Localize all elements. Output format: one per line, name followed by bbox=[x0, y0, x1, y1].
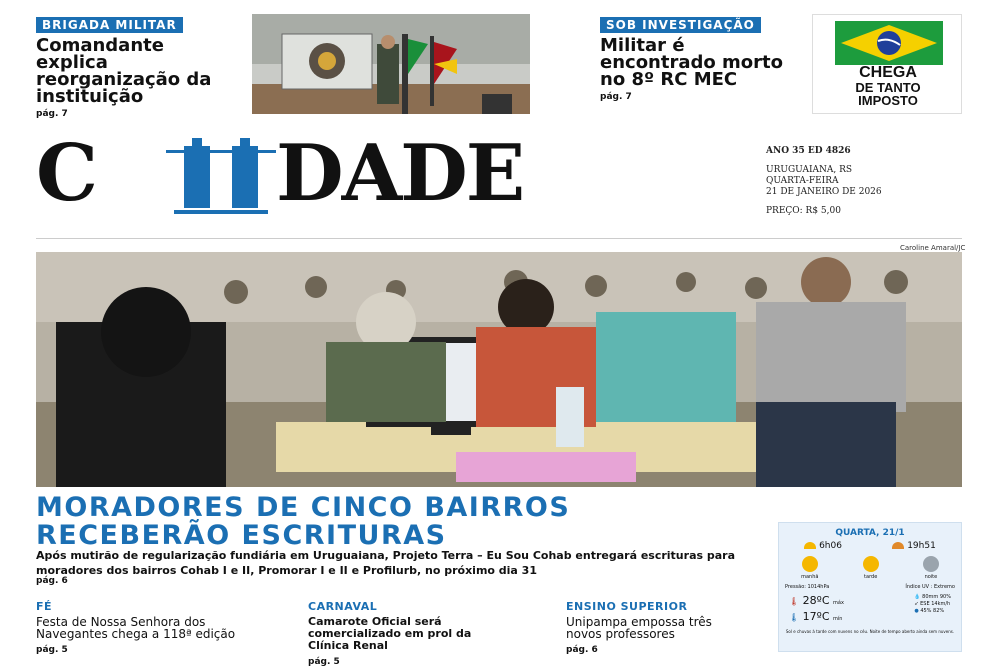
weather-widget[interactable] bbox=[778, 522, 962, 652]
masthead-logo[interactable] bbox=[36, 128, 746, 219]
sun-icon bbox=[802, 556, 818, 572]
weekday-info: QUARTA-FEIRA bbox=[766, 176, 839, 186]
rain-row bbox=[914, 594, 951, 601]
bottom-story-text: Festa de Nossa Senhora dos Navegantes chega a 118ª edição bbox=[36, 615, 236, 641]
forecast-afternoon bbox=[863, 556, 879, 580]
max-label: máx bbox=[833, 600, 844, 606]
teaser-left-title[interactable]: Comandante explica reorganização da instituição bbox=[36, 35, 212, 107]
forecast-night bbox=[923, 556, 939, 580]
date-info: 21 DE JANEIRO DE 2026 bbox=[766, 187, 882, 197]
teaser-left-tag: BRIGADA MILITAR bbox=[36, 17, 183, 33]
min-temp: 17ºC bbox=[802, 610, 830, 623]
bottom-story-carnaval[interactable] bbox=[308, 600, 483, 667]
bottom-story-section: CARNAVAL bbox=[308, 600, 378, 613]
wind-speed: 14km/h bbox=[931, 601, 951, 607]
weather-day: QUARTA, 21/1 bbox=[835, 528, 905, 538]
rain-drop-icon: 💧 bbox=[914, 594, 921, 600]
sunset-time: 19h51 bbox=[907, 541, 936, 551]
sun-icon bbox=[863, 556, 879, 572]
thermometer-hot-icon: 🌡 bbox=[789, 597, 800, 606]
pressure-label: Pressão: 1014hPa bbox=[785, 584, 830, 590]
rain-pct: 90% bbox=[939, 594, 951, 600]
moon-icon bbox=[923, 556, 939, 572]
main-page: pág. 6 bbox=[36, 576, 68, 586]
humidity-min: 82% bbox=[933, 608, 945, 614]
weather-footer: Sol e chuvas à tarde com nuvens no céu. Noite de tempo aberto ainda sem nuvens. bbox=[785, 629, 955, 634]
bottom-story-page: pág. 5 bbox=[36, 645, 68, 655]
logo-letters-dade: DADE bbox=[276, 128, 524, 219]
teaser-left-page: pág. 7 bbox=[36, 109, 68, 119]
logo-letter-c: C bbox=[36, 128, 97, 219]
edition-info: ANO 35 ED 4826 bbox=[766, 146, 851, 156]
humidity-max: 45% bbox=[920, 608, 932, 614]
sunrise-item bbox=[804, 541, 842, 551]
forecast-morning bbox=[801, 556, 818, 580]
bottom-story-page: pág. 5 bbox=[308, 657, 340, 667]
logo-bridge-i-icon bbox=[166, 138, 276, 216]
main-photo-credit: Caroline Amaral/JC bbox=[900, 244, 966, 252]
commander-photo-illustration bbox=[252, 14, 530, 114]
masthead-info bbox=[766, 146, 966, 217]
price-info: PREÇO: R$ 5,00 bbox=[766, 206, 841, 216]
sunset-icon bbox=[892, 542, 904, 549]
headline-line2: RECEBERÃO ESCRITURAS bbox=[36, 520, 447, 551]
promo-line1: CHEGA bbox=[859, 64, 917, 81]
masthead-divider bbox=[36, 238, 962, 239]
sunrise-time: 6h06 bbox=[819, 541, 842, 551]
humidity-row bbox=[914, 608, 951, 615]
bottom-story-page: pág. 6 bbox=[566, 645, 598, 655]
city-info: URUGUAIANA, RS bbox=[766, 165, 853, 175]
teaser-right[interactable] bbox=[600, 14, 800, 102]
humidity-icon: ● bbox=[914, 608, 919, 614]
teaser-left-photo[interactable] bbox=[252, 14, 530, 114]
sunset-item bbox=[892, 541, 935, 551]
max-temp-row bbox=[789, 594, 844, 610]
rain-amount: 80mm bbox=[922, 594, 939, 600]
bottom-story-section: ENSINO SUPERIOR bbox=[566, 600, 688, 613]
main-headline[interactable] bbox=[36, 494, 776, 550]
thermometer-cold-icon: 🌡 bbox=[789, 613, 800, 622]
main-photo[interactable] bbox=[36, 252, 962, 487]
bottom-story-ensino[interactable] bbox=[566, 600, 741, 655]
main-subhead: Após mutirão de regularização fundiária em Uruguaiana, Projeto Terra – Eu Sou Cohab entregará escrituras para moradores dos bairros Cohab I e II, Promorar I e II e Profilurb, no próximo dia 31 bbox=[36, 549, 736, 577]
period-label: manhã bbox=[801, 574, 819, 580]
wind-row bbox=[914, 601, 951, 608]
min-label: mín bbox=[833, 616, 843, 622]
teaser-right-tag: SOB INVESTIGAÇÃO bbox=[600, 17, 761, 33]
bottom-story-section: FÉ bbox=[36, 600, 53, 613]
promo-box[interactable] bbox=[812, 14, 962, 114]
uv-label: Índice UV : Extremo bbox=[905, 584, 955, 590]
sunrise-icon bbox=[804, 542, 816, 549]
wind-icon: ➶ bbox=[914, 601, 919, 607]
promo-line2: DE TANTO bbox=[855, 80, 921, 95]
bottom-story-fe[interactable] bbox=[36, 600, 236, 655]
bottom-story-text: Unipampa empossa três novos professores bbox=[566, 615, 712, 641]
brazil-flag-icon bbox=[835, 21, 943, 65]
headline-line1: MORADORES DE CINCO BAIRROS bbox=[36, 492, 571, 523]
period-label: noite bbox=[924, 574, 938, 580]
bottom-story-text: Camarote Oficial será comercializado em prol da Clínica Renal bbox=[308, 615, 472, 652]
teaser-left[interactable] bbox=[36, 14, 236, 119]
teaser-right-title[interactable]: Militar é encontrado morto no 8º RC MEC bbox=[600, 35, 783, 90]
min-temp-row bbox=[789, 610, 844, 626]
period-label: tarde bbox=[864, 574, 878, 580]
wind-dir: ESE bbox=[920, 601, 930, 607]
max-temp: 28ºC bbox=[802, 594, 830, 607]
promo-line3: IMPOSTO bbox=[858, 93, 918, 108]
main-photo-illustration bbox=[36, 252, 962, 487]
teaser-right-page: pág. 7 bbox=[600, 92, 632, 102]
